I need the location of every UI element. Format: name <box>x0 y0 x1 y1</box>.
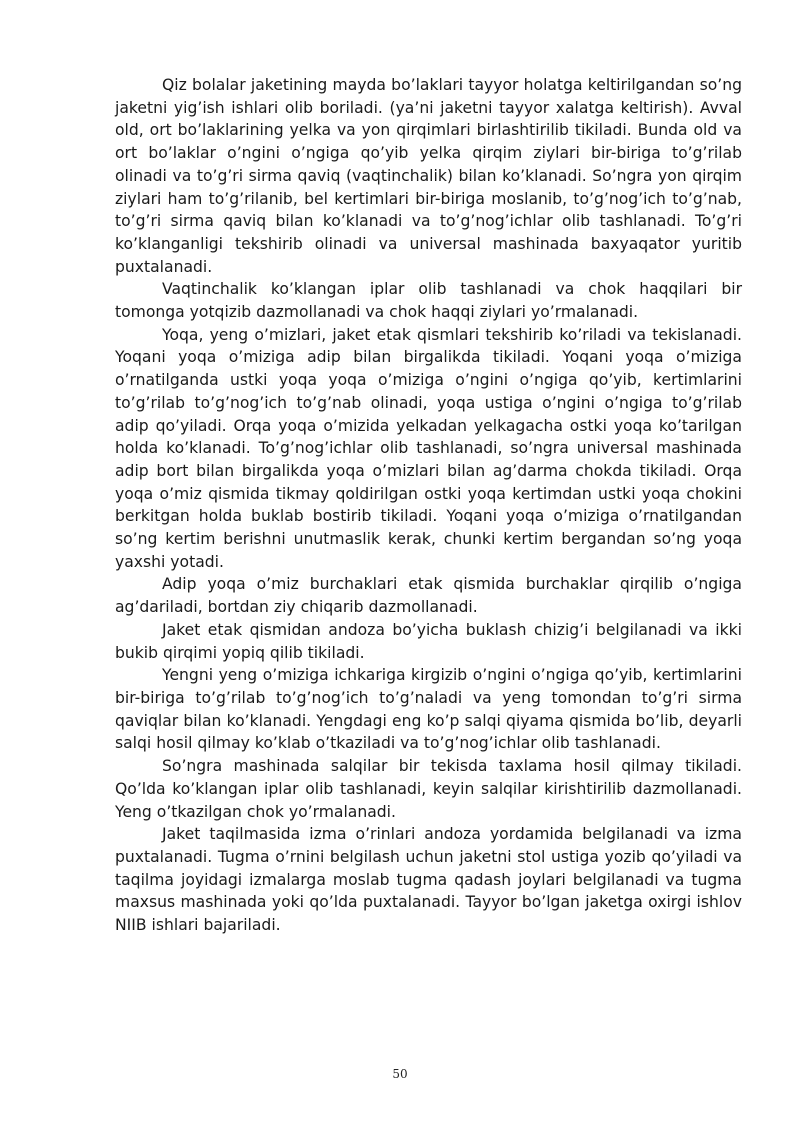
paragraph-basting-removal: Vaqtinchalik ko’klangan iplar olib tashlanadi va chok haqqilari bir tomonga yotqizib dazmollanadi va chok haqqi ziylari yo’rmalanadi. <box>115 280 742 322</box>
page-number: 50 <box>392 1067 408 1081</box>
paragraph-facing-corners: Adip yoqa o’miz burchaklari etak qismida burchaklar qirqilib o’ngiga ag’dariladi, bortdan ziy chiqarib dazmollanadi. <box>115 575 742 617</box>
paragraph-hem-fold: Jaket etak qismidan andoza bo’yicha buklash chizig’i belgilanadi va ikki bukib qirqimi yopiq qilib tikiladi. <box>115 620 742 662</box>
paragraph-collar-attachment: Yoqa, yeng o’mizlari, jaket etak qismlari tekshirib ko’riladi va tekislanadi. Yoqani yoqa o’miziga adip bilan birgalikda tikiladi. Yoqani yoqa o’miziga o’rnatilganda ustki yoqa yoqa o’miziga o’ngini o’ngiga qo’yib, kertimlarini to’g’rilab to’g’nog’ich to’g’nab olinadi, yoqa ustiga o’ngini o’ngiga to’g’rilab adip qo’yiladi. Orqa yoqa o’mizida yelkadan yelkagacha ostki yoqa ko’tarilgan holda ko’klanadi. To’g’nog’ichlar olib tashlanadi, so’ngra universal mashinada adip bort bilan birgalikda yoqa o’mizlari bilan ag’darma chokda tikiladi. Orqa yoqa o’miz qismida tikmay qoldirilgan ostki yoqa kertimdan ustki yoqa chokini berkitgan holda buklab bostirib tikiladi. Yoqani yoqa o’miziga o’rnatilgandan so’ng kertim berishni unutmaslik kerak, chunki kertim bergandan so’ng yoqa yaxshi yotadi. <box>115 325 742 571</box>
body-text <box>115 74 742 937</box>
paragraph-sleeve-setting: Yengni yeng o’miziga ichkariga kirgizib o’ngini o’ngiga qo’yib, kertimlarini bir-biriga to’g’rilab to’g’nog’ich to’g’naladi va yeng tomondan to’g’ri sirma qaviqlar bilan ko’klanadi. Yengdagi eng ko’p salqi qiyama qismida bo’lib, deyarli salqi hosil qilmay ko’klab o’tkaziladi va to’g’nog’ichlar olib tashlanadi. <box>115 666 742 753</box>
paragraph-sleeve-stitching: So’ngra mashinada salqilar bir tekisda taxlama hosil qilmay tikiladi. Qo’lda ko’klangan iplar olib tashlanadi, keyin salqilar kirishtirilib dazmollanadi. Yeng o’tkazilgan chok yo’rmalanadi. <box>115 757 742 821</box>
paragraph-assembly-intro: Qiz bolalar jaketining mayda bo’laklari tayyor holatga keltirilgandan so’ng jaketni yig’ish ishlari olib boriladi. (ya’ni jaketni tayyor xalatga keltirish). Avval old, ort bo’laklarining yelka va yon qirqimlari birlashtirilib tikiladi. Bunda old va ort bo’laklar o’ngini o’ngiga qo’yib yelka qirqim ziylari bir-biriga to’g’rilab olinadi va to’g’ri sirma qaviq (vaqtinchalik) bilan ko’klanadi. So’ngra yon qirqim ziylari ham to’g’rilanib, bel kertimlari bir-biriga moslanib, to’g’nog’ich to’g’nab, to’g’ri sirma qaviq bilan ko’klanadi va to’g’nog’ichlar olib tashlanadi. To’g’ri ko’klanganligi tekshirib olinadi va universal mashinada baxyaqator yuritib puxtalanadi. <box>115 76 742 276</box>
paragraph-buttonholes: Jaket taqilmasida izma o’rinlari andoza yordamida belgilanadi va izma puxtalanadi. Tugma o’rnini belgilash uchun jaketni stol ustiga yozib qo’yiladi va taqilma joyidagi izmalarga moslab tugma qadash joylari belgilanadi va tugma maxsus mashinada yoki qo’lda puxtalanadi. Tayyor bo’lgan jaketga oxirgi ishlov NIIB ishlari bajariladi. <box>115 825 742 935</box>
